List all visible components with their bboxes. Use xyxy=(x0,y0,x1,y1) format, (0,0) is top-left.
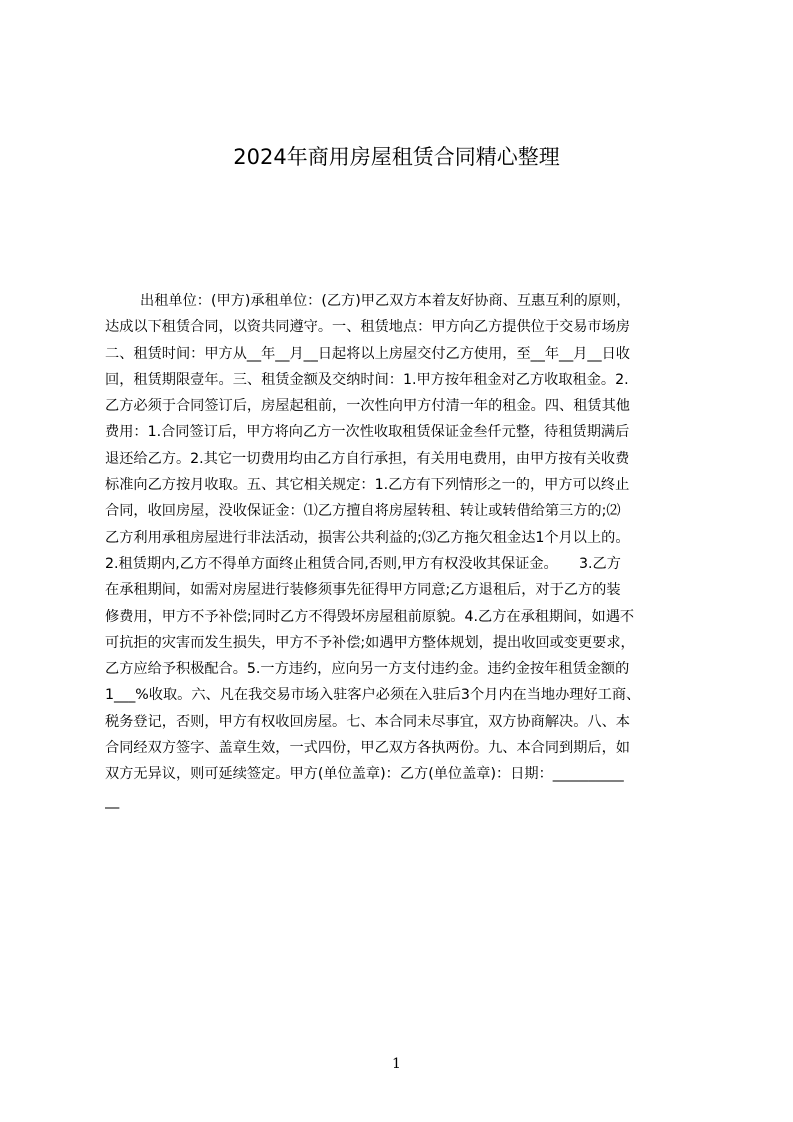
body-line-2: 达成以下租赁合同，以资共同遵守。一、租赁地点：甲方向乙方提供位于交易市场房 xyxy=(105,319,630,336)
body-line-18: 合同经双方签字、盖章生效，一式四份，甲乙双方各执两份。九、本合同到期后，如 xyxy=(105,740,630,757)
body-line-6: 费用：1.合同签订后，甲方将向乙方一次性收取租赁保证金叁仟元整，待租赁期满后 xyxy=(105,424,630,441)
body-line-3: 二、租赁时间：甲方从__年__月__日起将以上房屋交付乙方使用，至__年__月__日收 xyxy=(105,345,630,362)
document-title: 2024年商用房屋租赁合同精心整理 xyxy=(233,145,560,169)
body-line-19: 双方无异议，则可延续签定。甲方(单位盖章)：乙方(单位盖章)：日期：__________ xyxy=(105,766,624,783)
body-line-1: 出租单位：(甲方)承租单位：(乙方)甲乙双方本着友好协商、互惠互利的原则， xyxy=(140,293,631,309)
body-line-5: 乙方必须于合同签订后，房屋起租前，一次性向甲方付清一年的租金。四、租赁其他 xyxy=(105,398,630,415)
body-line-10: 乙方利用承租房屋进行非法活动，损害公共利益的;⑶乙方拖欠租金达1个月以上的。 xyxy=(105,529,630,546)
body-line-11: 2.租赁期内,乙方不得单方面终止租赁合同,否则,甲方有权没收其保证金。 3.乙方 xyxy=(105,555,621,572)
body-line-14: 可抗拒的灾害而发生损失，甲方不予补偿;如遇甲方整体规划，提出收回或变更要求， xyxy=(105,634,635,651)
body-line-20: __ xyxy=(105,792,120,809)
page-number: 1 xyxy=(392,1056,401,1072)
body-line-4: 回，租赁期限壹年。三、租赁金额及交纳时间：1.甲方按年租金对乙方收取租金。2. xyxy=(105,371,629,388)
body-line-13: 修费用，甲方不予补偿;同时乙方不得毁坏房屋租前原貌。4.乙方在承租期间，如遇不 xyxy=(105,608,635,625)
body-line-16: 1___%收取。六、凡在我交易市场入驻客户必须在入驻后3个月内在当地办理好工商、 xyxy=(105,687,641,704)
body-line-15: 乙方应给予积极配合。5.一方违约，应向另一方支付违约金。违约金按年租赁金额的 xyxy=(105,661,630,678)
body-line-7: 退还给乙方。2.其它一切费用均由乙方自行承担，有关用电费用，由甲方按有关收费 xyxy=(105,450,630,467)
body-line-17: 税务登记，否则，甲方有权收回房屋。七、本合同未尽事宜，双方协商解决。八、本 xyxy=(105,713,630,730)
body-line-12: 在承租期间，如需对房屋进行装修须事先征得甲方同意;乙方退租后，对于乙方的装 xyxy=(105,582,621,599)
body-line-9: 合同，收回房屋，没收保证金：⑴乙方擅自将房屋转租、转让或转借给第三方的;⑵ xyxy=(105,503,621,520)
body-line-8: 标准向乙方按月收取。五、其它相关规定：1.乙方有下列情形之一的，甲方可以终止 xyxy=(105,477,630,494)
contract-body xyxy=(105,288,697,828)
